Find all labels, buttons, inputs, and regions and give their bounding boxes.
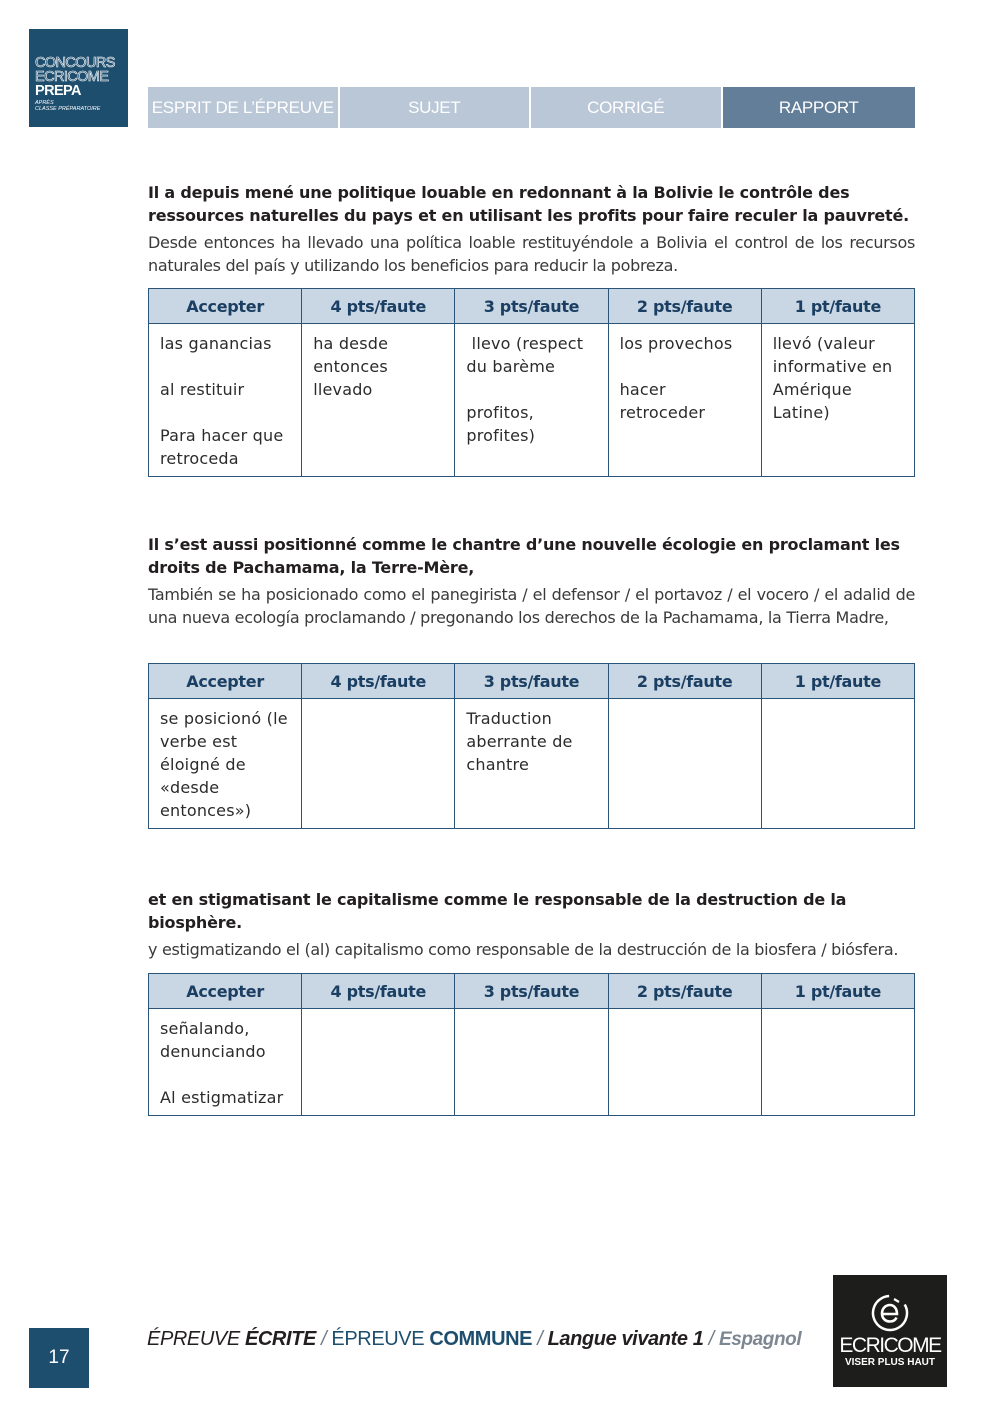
header-4pts: 4 pts/faute bbox=[302, 664, 455, 699]
header-accepter: Accepter bbox=[149, 974, 302, 1009]
footer-separator: / bbox=[703, 1328, 719, 1350]
tab-esprit-epreuve[interactable]: ESPRIT DE L’ÉPREUVE bbox=[148, 87, 338, 128]
header-2pts: 2 pts/faute bbox=[608, 974, 761, 1009]
passage-3-french: et en stigmatisant le capitalisme comme le responsable de la destruction de la biosphère. bbox=[148, 890, 847, 932]
header-accepter: Accepter bbox=[149, 289, 302, 324]
cell-3pts bbox=[455, 324, 608, 477]
cell-2pts bbox=[608, 699, 761, 829]
cell-accepter bbox=[149, 1009, 302, 1116]
logo-line-apres: APRÈS bbox=[35, 100, 54, 106]
passage-2 bbox=[148, 533, 915, 629]
cell-text: las ganancias al restituir Para hacer que retroceda bbox=[160, 334, 284, 468]
cell-1pt bbox=[761, 699, 914, 829]
cell-4pts bbox=[302, 324, 455, 477]
cell-1pt bbox=[761, 1009, 914, 1116]
brand-tagline: VISER PLUS HAUT bbox=[844, 1357, 935, 1368]
cell-2pts bbox=[608, 1009, 761, 1116]
cell-text: llevo (respect du barème profitos, profites) bbox=[466, 334, 584, 445]
passage-1-spanish: Desde entonces ha llevado una política loable restituyéndole a Bolivia el control de los recursos naturales del país y utilizando los beneficios para reducir la pobreza. bbox=[148, 233, 915, 275]
logo-line-classe: CLASSE PRÉPARATOIRE bbox=[35, 106, 101, 112]
cell-4pts bbox=[302, 1009, 455, 1116]
cell-4pts bbox=[302, 699, 455, 829]
passage-2-french: Il s’est aussi positionné comme le chantre d’une nouvelle écologie en proclamant les droits de Pachamama, la Terre-Mère, bbox=[148, 535, 900, 577]
footer-separator: / bbox=[532, 1328, 548, 1350]
table-header-row bbox=[149, 664, 915, 699]
header-2pts: 2 pts/faute bbox=[608, 664, 761, 699]
footer-epreuve: ÉPREUVE bbox=[147, 1328, 245, 1350]
tab-rapport[interactable]: RAPPORT bbox=[723, 87, 916, 128]
cell-accepter bbox=[149, 324, 302, 477]
ecricome-e-logo-icon bbox=[870, 1293, 910, 1333]
logo-line-ecricome: ECRICOME bbox=[35, 69, 109, 85]
footer-exam-title bbox=[147, 1326, 801, 1353]
table-row bbox=[149, 699, 915, 829]
cell-3pts bbox=[455, 699, 608, 829]
cell-text: se posicionó (le verbe est éloigné de «desde entonces») bbox=[160, 709, 294, 820]
table-row bbox=[149, 1009, 915, 1116]
header-1pt: 1 pt/faute bbox=[761, 664, 914, 699]
cell-text: llevó (valeur informative en Amérique Latine) bbox=[772, 334, 898, 422]
footer-ecrite: ÉCRITE bbox=[244, 1328, 316, 1350]
header-3pts: 3 pts/faute bbox=[455, 974, 608, 1009]
cell-2pts bbox=[608, 324, 761, 477]
header-3pts: 3 pts/faute bbox=[455, 289, 608, 324]
grading-table-3 bbox=[148, 973, 915, 1116]
header-3pts: 3 pts/faute bbox=[455, 664, 608, 699]
cell-1pt bbox=[761, 324, 914, 477]
cell-text: ha desde entonces llevado bbox=[313, 334, 394, 399]
footer-commune: COMMUNE bbox=[429, 1328, 533, 1350]
passage-3-spanish: y estigmatizando el (al) capitalismo como responsable de la destrucción de la biosfera / biósfera. bbox=[148, 940, 899, 959]
header-1pt: 1 pt/faute bbox=[761, 289, 914, 324]
passage-1 bbox=[148, 181, 915, 277]
passage-1-french: Il a depuis mené une politique louable en redonnant à la Bolivie le contrôle des ressources naturelles du pays et en utilisant les profits pour faire reculer la pauvreté. bbox=[148, 183, 910, 225]
header-2pts: 2 pts/faute bbox=[608, 289, 761, 324]
footer-epreuve-2: ÉPREUVE bbox=[331, 1328, 430, 1350]
cell-accepter bbox=[149, 699, 302, 829]
tab-corrige[interactable]: CORRIGÉ bbox=[531, 87, 721, 128]
concours-ecricome-prepa-logo bbox=[29, 29, 128, 127]
grading-table-1 bbox=[148, 288, 915, 477]
cell-text: Traduction aberrante de chantre bbox=[466, 709, 578, 774]
cell-text: señalando, denunciando Al estigmatizar bbox=[160, 1019, 284, 1107]
logo-line-prepa: PREPA bbox=[35, 83, 81, 99]
table-row bbox=[149, 324, 915, 477]
passage-3 bbox=[148, 888, 915, 961]
grading-table-2 bbox=[148, 663, 915, 829]
ecricome-brand-logo bbox=[833, 1275, 947, 1387]
header-4pts: 4 pts/faute bbox=[302, 289, 455, 324]
logo-line-concours: CONCOURS bbox=[35, 55, 115, 71]
brand-name: ECRICOME bbox=[839, 1334, 941, 1357]
header-accepter: Accepter bbox=[149, 664, 302, 699]
table-header-row bbox=[149, 974, 915, 1009]
footer-langue: Langue vivante 1 bbox=[547, 1328, 704, 1350]
section-tabs bbox=[148, 87, 915, 128]
table-header-row bbox=[149, 289, 915, 324]
tab-sujet[interactable]: SUJET bbox=[340, 87, 530, 128]
passage-2-spanish: También se ha posicionado como el panegirista / el defensor / el portavoz / el vocero / el adalid de una nueva ecología proclamando / pregonando los derechos de la Pachamama, la Tierra Madre, bbox=[148, 585, 915, 627]
header-1pt: 1 pt/faute bbox=[761, 974, 914, 1009]
footer-espagnol: Espagnol bbox=[718, 1329, 802, 1350]
cell-text: los provechos hacer retroceder bbox=[619, 334, 733, 422]
footer-separator: / bbox=[315, 1328, 332, 1350]
header-4pts: 4 pts/faute bbox=[302, 974, 455, 1009]
page-number: 17 bbox=[29, 1328, 89, 1388]
cell-3pts bbox=[455, 1009, 608, 1116]
